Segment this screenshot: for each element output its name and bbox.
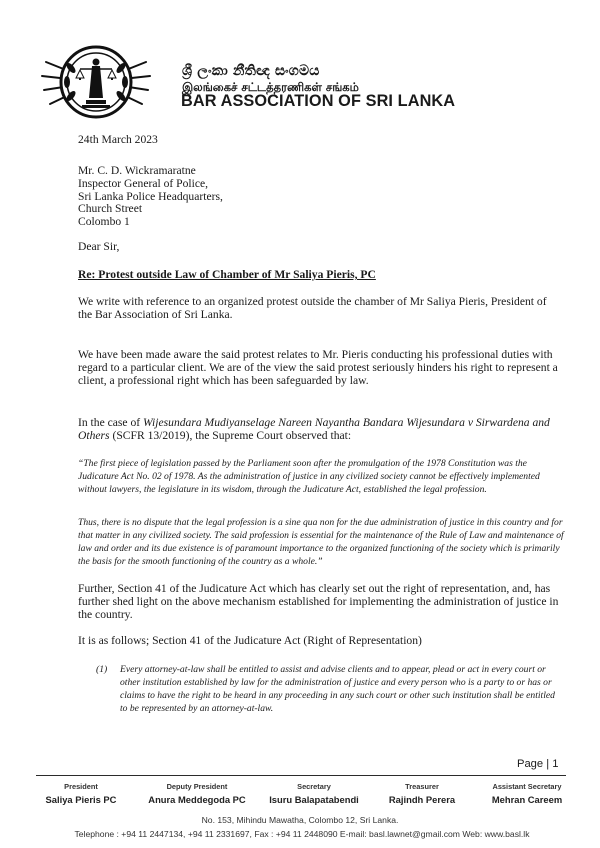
case-citation: (SCFR 13/2019), the Supreme Court observed that: [109, 429, 352, 443]
addressee-line: Sri Lanka Police Headquarters, [78, 189, 223, 203]
case-name: Wijesundara Mudiyanselage Nareen Nayantha Bandara Wijesundara v Sirwardena and Others [78, 416, 550, 443]
addressee-line: Colombo 1 [78, 215, 130, 229]
officer-name: Rajindh Perera [388, 794, 456, 805]
subject-line: Re: Protest outside Law of Chamber of Mr Saliya Pieris, PC [78, 268, 376, 281]
court-quote-1: “The first piece of legislation passed by the Parliament soon after the promulgation of the 1978 Constitution was the Judicature Act No. 02 of 1978. As the administration of justice in any civilized society cannot be effectively implemented without lawyers, the legislature in its wisdom, through the Judicature Act, established the legal profession. [78, 458, 540, 496]
addressee-line: Inspector General of Police, [78, 176, 209, 190]
officer-deputy-president [142, 782, 252, 805]
statute-item-text: Every attorney-at-law shall be entitled to assist and advise clients and to appear, plead or act in every court or other institution established by law for the administration of justice and every person who is a party to or has or claims to have the right to be heard in any proceeding in any such court or other such institution shall be entitled to be represented by an attorney-at-law. [120, 664, 555, 715]
officer-name: Anura Meddegoda PC [148, 794, 246, 805]
officer-title: Treasurer [405, 782, 439, 791]
addressee-line: Church Street [78, 202, 143, 216]
court-quote-2: Thus, there is no dispute that the legal profession is a sine qua non for the due administration of justice in this country and for that matter in any civilized society. The said profession is essential for the maintenance of the Rule of Law and maintenance of law and order and its due existence is of paramount importance to the organized functioning of the society which is primarily the basis for the smooth functioning of the country as a whole.” [78, 517, 564, 568]
paragraph-5: It is as follows; Section 41 of the Judicature Act (Right of Representation) [78, 634, 422, 647]
footer-divider [36, 775, 566, 776]
officer-title: President [64, 782, 98, 791]
salutation: Dear Sir, [78, 240, 120, 253]
footer-address: No. 153, Mihindu Mawatha, Colombo 12, Sri Lanka. [201, 815, 399, 825]
officer-title: Secretary [297, 782, 331, 791]
org-name-english: BAR ASSOCIATION OF SRI LANKA [181, 92, 456, 110]
org-name-tamil: இலங்கைச் சட்டத்தரணிகள் சங்கம் [182, 80, 359, 94]
paragraph-3 [78, 416, 560, 442]
officer-name: Saliya Pieris PC [45, 794, 117, 805]
page-number: Page | 1 [517, 758, 559, 770]
addressee-block [78, 164, 223, 228]
basl-logo [36, 38, 156, 126]
officer-secretary [262, 782, 366, 805]
addressee-line: Mr. C. D. Wickramaratne [78, 164, 196, 177]
paragraph-2: We have been made aware the said protest relates to Mr. Pieris conducting his professional duties with regard to a particular client. We are of the view the said protest seriously hinders his right to represent a client, a professional right which has been safeguarded by law. [78, 348, 558, 388]
footer-contact: Telephone : +94 11 2447134, +94 11 2331697, Fax : +94 11 2448090 E-mail: basl.lawnet@gmail.com Web: www.basl.lk [74, 829, 530, 839]
officer-name: Mehran Careem [491, 794, 563, 805]
case-intro: In the case of [78, 416, 144, 429]
officer-assistant-secretary [480, 782, 574, 805]
officer-name: Isuru Balapatabendi [269, 794, 359, 805]
paragraph-1: We write with reference to an organized protest outside the chamber of Mr Saliya Pieris, President of the Bar Association of Sri Lanka. [78, 295, 547, 322]
paragraph-4: Further, Section 41 of the Judicature Act which has clearly set out the right of representation, and, has further shed light on the above mechanism established for implementing the administration of justice in the country. [78, 582, 559, 622]
letter-date: 24th March 2023 [78, 133, 158, 146]
officer-president [40, 782, 122, 805]
statute-item-number: (1) [96, 664, 108, 675]
org-name-sinhala: ශ්‍රී ලංකා නීතිඥ සංගමය [182, 63, 320, 79]
officer-title: Deputy President [166, 782, 228, 791]
officer-title: Assistant Secretary [492, 782, 562, 791]
officer-treasurer [376, 782, 468, 805]
